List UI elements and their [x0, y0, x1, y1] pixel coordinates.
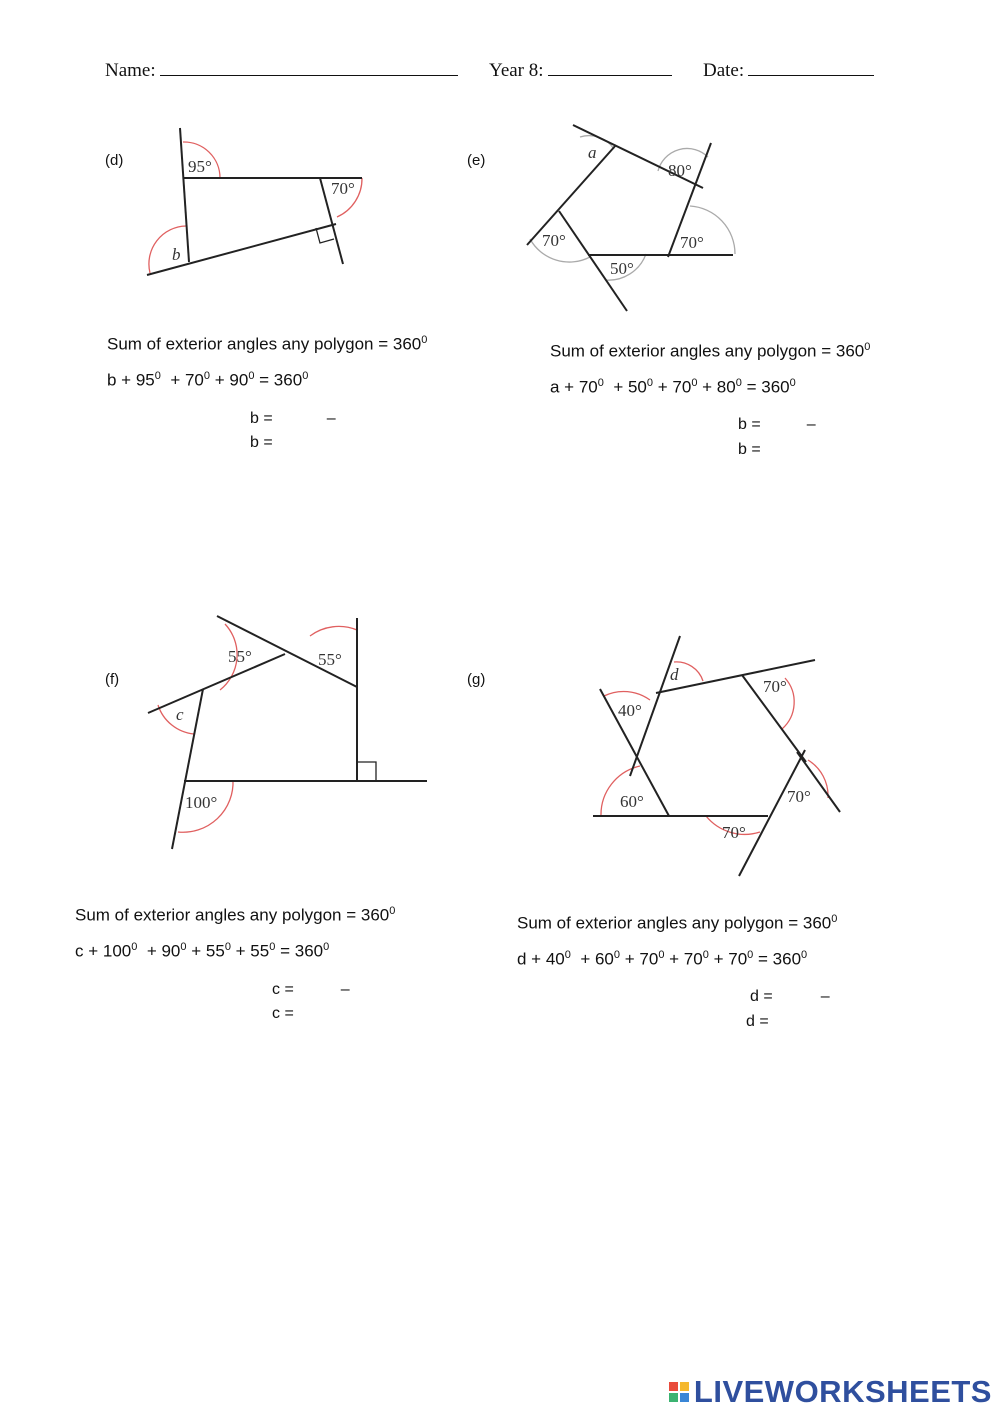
answer-line-2-d[interactable]: b = [250, 434, 273, 451]
question-label-g: (g) [467, 671, 486, 688]
answer-line-2-g[interactable]: d = [746, 1013, 769, 1030]
diagram-e [520, 115, 750, 320]
angle-g-60: 60° [620, 792, 644, 811]
diagram-d [140, 120, 380, 285]
arc-f-55r [310, 626, 357, 636]
name-label: Name: [105, 60, 156, 81]
logo-text: LIVEWORKSHEETS [693, 1374, 992, 1409]
rule-f: Sum of exterior angles any polygon = $360^0$ [75, 905, 396, 925]
angle-e-70r: 70° [680, 233, 704, 252]
angle-d-70: 70° [331, 179, 355, 198]
liveworksheets-logo [669, 1374, 992, 1410]
angle-f-100: 100° [185, 793, 218, 812]
logo-square-2 [680, 1382, 689, 1391]
answer-line-1-e[interactable]: b = – [738, 416, 816, 433]
angle-f-55l: 55° [228, 647, 252, 666]
year-label: Year 8: [489, 60, 544, 81]
answer-line-1-g[interactable]: d = – [750, 988, 830, 1005]
arc-g-40 [604, 691, 650, 700]
answer-line-1-d[interactable]: b = – [250, 410, 336, 427]
date-label: Date: [703, 60, 745, 81]
answer-line-2-e[interactable]: b = [738, 441, 761, 458]
question-label-d: (d) [105, 152, 124, 169]
equation-f: $c + 100^0 + 90^0 + 55^0 + 55^0 = 360^0$ [75, 941, 330, 961]
year-blank[interactable] [548, 60, 672, 76]
rule-e: Sum of exterior angles any polygon = $360^0$ [550, 341, 871, 361]
year-field [489, 60, 672, 82]
equation-d: $b + 95^0 + 70^0 + 90^0 = 360^0$ [107, 370, 309, 390]
equation-e: $a + 70^0 + 50^0 + 70^0 + 80^0 = 360^0$ [550, 377, 796, 397]
angle-e-70l: 70° [542, 231, 566, 250]
name-field [105, 60, 458, 82]
angle-d-b: b [172, 245, 181, 264]
angle-f-c: c [176, 705, 184, 724]
logo-square-1 [669, 1382, 678, 1391]
rule-d: Sum of exterior angles any polygon = $360^0$ [107, 334, 428, 354]
angle-d-95: 95° [188, 157, 212, 176]
name-blank[interactable] [160, 60, 458, 76]
diagram-f [140, 610, 435, 855]
angle-e-a: a [588, 143, 597, 162]
angle-e-80: 80° [668, 161, 692, 180]
date-blank[interactable] [748, 60, 874, 76]
angle-f-55r: 55° [318, 650, 342, 669]
angle-g-40: 40° [618, 701, 642, 720]
logo-mark-icon [669, 1382, 689, 1402]
angle-g-70r: 70° [787, 787, 811, 806]
angle-g-70tr: 70° [763, 677, 787, 696]
angle-e-50: 50° [610, 259, 634, 278]
diagram-g [590, 630, 845, 880]
answer-line-2-f[interactable]: c = [272, 1005, 294, 1022]
question-label-e: (e) [467, 152, 486, 169]
question-label-f: (f) [105, 671, 120, 688]
logo-square-3 [669, 1393, 678, 1402]
angle-g-d: d [670, 665, 679, 684]
logo-square-4 [680, 1393, 689, 1402]
date-field [703, 60, 874, 82]
equation-g: $d + 40^0 + 60^0 + 70^0 + 70^0 + 70^0 = 360^0$ [517, 949, 808, 969]
answer-line-1-f[interactable]: c = – [272, 981, 350, 998]
rule-g: Sum of exterior angles any polygon = $360^0$ [517, 913, 838, 933]
angle-g-70b: 70° [722, 823, 746, 842]
